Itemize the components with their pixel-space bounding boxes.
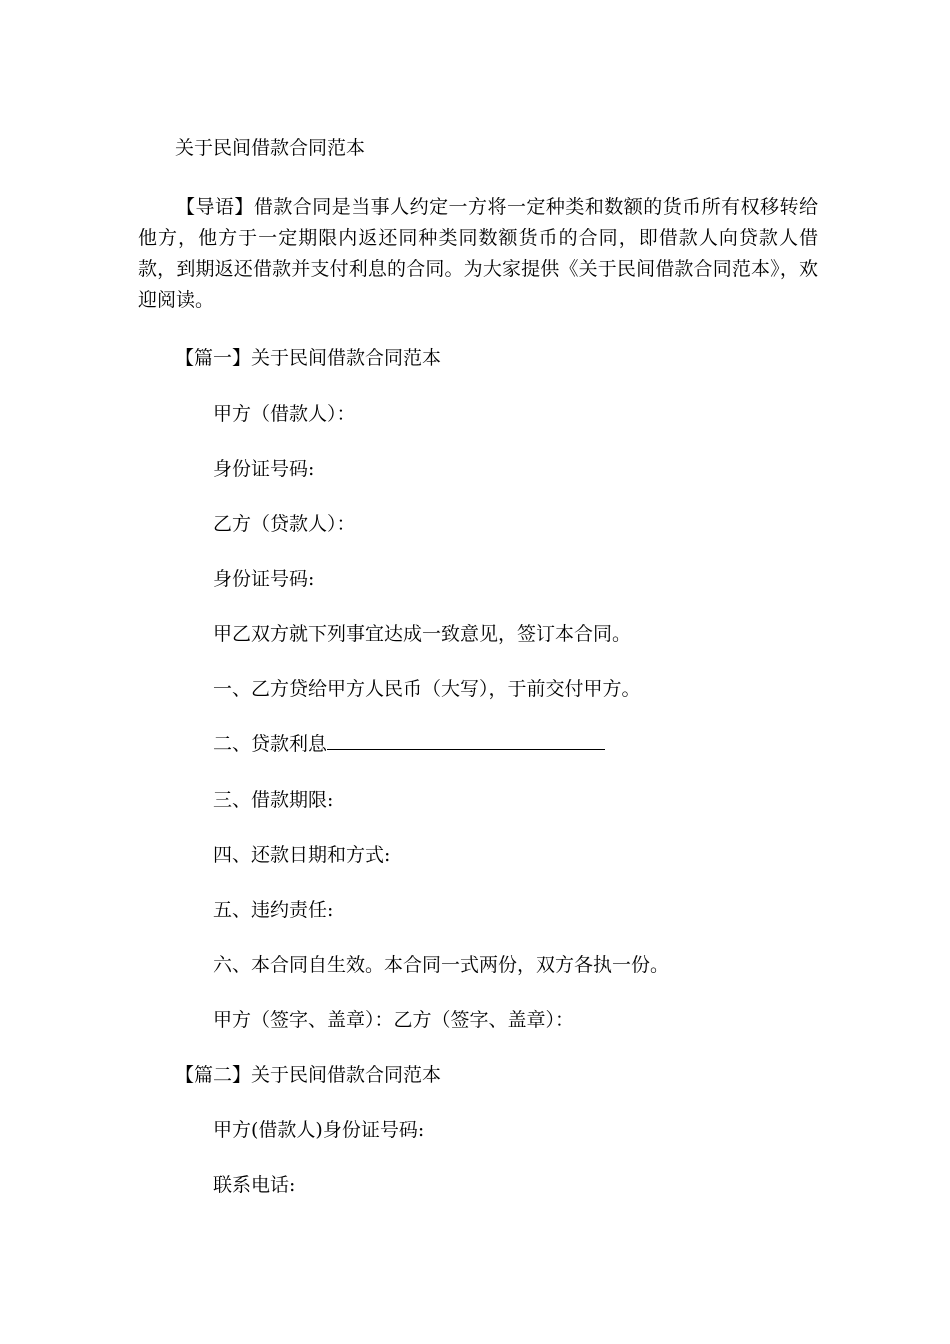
intro-paragraph: 【导语】借款合同是当事人约定一方将一定种类和数额的货币所有权移转给他方，他方于一定期限内返还同种类同数额货币的合同，即借款人向贷款人借款，到期返还借款并支付利息的合同。为大家提供《关于民间借款合同范本》，欢迎阅读。 [138, 196, 818, 311]
id-number-b-label: 身份证号码: [213, 568, 315, 590]
clause-3: 三、借款期限: [213, 789, 334, 811]
clause-2-blank-line [327, 733, 605, 750]
party-b-label: 乙方（贷款人）： [213, 513, 356, 535]
phone-label: 联系电话: [213, 1174, 296, 1196]
clause-5: 五、违约责任: [213, 899, 334, 921]
clause-2-text: 二、贷款利息 [213, 733, 328, 755]
section1-heading: 【篇一】关于民间借款合同范本 [175, 347, 442, 369]
document-title: 关于民间借款合同范本 [175, 137, 366, 159]
clause-1: 一、乙方贷给甲方人民币（大写），于前交付甲方。 [213, 678, 641, 700]
section2-heading: 【篇二】关于民间借款合同范本 [175, 1064, 442, 1086]
clause-2 [213, 733, 605, 755]
agreement-statement: 甲乙双方就下列事宜达成一致意见，签订本合同。 [213, 623, 632, 645]
id-number-a-label: 身份证号码: [213, 458, 315, 480]
signature-line: 甲方（签字、盖章）：乙方（签字、盖章）： [213, 1009, 575, 1031]
clause-4: 四、还款日期和方式: [213, 844, 391, 866]
party-a-label: 甲方（借款人）： [213, 403, 356, 425]
clause-6: 六、本合同自生效。本合同一式两份，双方各执一份。 [213, 954, 670, 976]
party-a-id-label: 甲方(借款人)身份证号码: [213, 1119, 425, 1141]
